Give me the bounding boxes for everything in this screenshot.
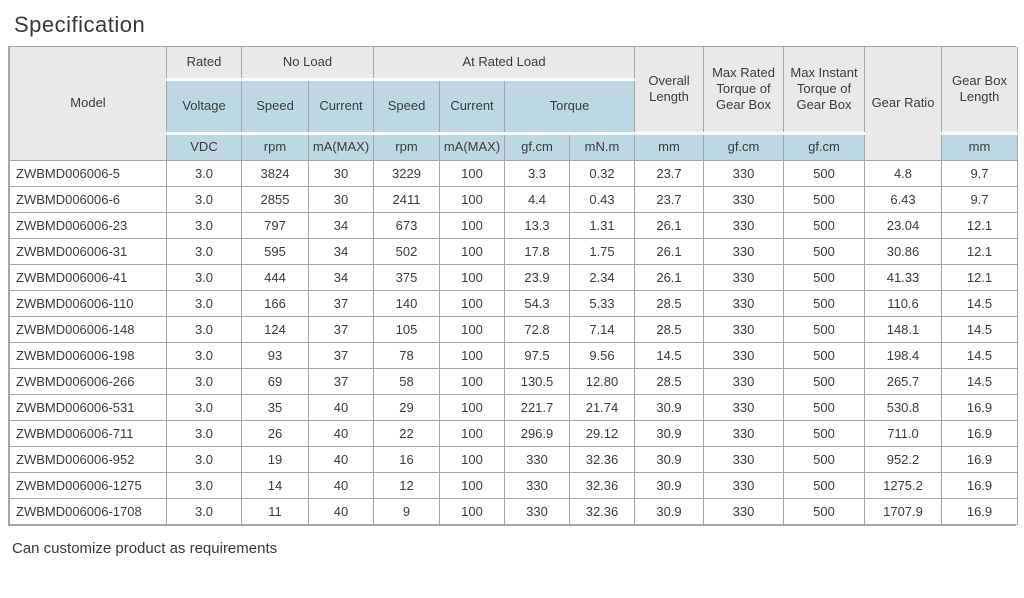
cell-value: 3.0 (167, 498, 242, 524)
cell-value: 12.1 (942, 264, 1018, 290)
cell-value: 3.0 (167, 212, 242, 238)
cell-model: ZWBMD006006-23 (10, 212, 167, 238)
unit-gfcm-max-rated: gf.cm (704, 133, 784, 160)
cell-value: 100 (440, 472, 505, 498)
table-row (10, 290, 1018, 316)
cell-value: 16 (374, 446, 440, 472)
unit-ma-noload: mA(MAX) (309, 133, 374, 160)
cell-value: 97.5 (505, 342, 570, 368)
cell-value: 40 (309, 394, 374, 420)
col-header-model: Model (10, 47, 167, 160)
cell-value: 23.9 (505, 264, 570, 290)
cell-value: 58 (374, 368, 440, 394)
cell-value: 330 (704, 446, 784, 472)
cell-value: 100 (440, 368, 505, 394)
cell-value: 502 (374, 238, 440, 264)
cell-value: 9 (374, 498, 440, 524)
cell-value: 14.5 (635, 342, 704, 368)
cell-value: 330 (704, 420, 784, 446)
cell-value: 30.9 (635, 498, 704, 524)
cell-value: 23.7 (635, 186, 704, 212)
footer-note: Can customize product as requirements (12, 539, 278, 557)
cell-value: 16.9 (942, 446, 1018, 472)
cell-value: 500 (784, 498, 865, 524)
cell-value: 9.7 (942, 186, 1018, 212)
cell-value: 13.3 (505, 212, 570, 238)
cell-value: 500 (784, 316, 865, 342)
cell-value: 4.8 (865, 160, 942, 186)
cell-value: 296.9 (505, 420, 570, 446)
cell-value: 265.7 (865, 368, 942, 394)
cell-value: 30.9 (635, 446, 704, 472)
cell-value: 100 (440, 316, 505, 342)
cell-model: ZWBMD006006-711 (10, 420, 167, 446)
cell-value: 2411 (374, 186, 440, 212)
cell-model: ZWBMD006006-110 (10, 290, 167, 316)
cell-value: 330 (704, 316, 784, 342)
col-header-overall-length: Overall Length (635, 47, 704, 133)
table-row (10, 160, 1018, 186)
cell-value: 4.4 (505, 186, 570, 212)
cell-value: 30.9 (635, 394, 704, 420)
cell-value: 32.36 (570, 472, 635, 498)
cell-value: 500 (784, 394, 865, 420)
cell-value: 0.32 (570, 160, 635, 186)
cell-value: 3229 (374, 160, 440, 186)
table-row (10, 342, 1018, 368)
unit-mm-overall: mm (635, 133, 704, 160)
cell-value: 100 (440, 290, 505, 316)
table-row (10, 446, 1018, 472)
cell-value: 40 (309, 498, 374, 524)
col-header-torque: Torque (505, 79, 635, 133)
cell-value: 500 (784, 160, 865, 186)
table-row (10, 394, 1018, 420)
cell-value: 26.1 (635, 238, 704, 264)
cell-value: 500 (784, 264, 865, 290)
cell-value: 1275.2 (865, 472, 942, 498)
cell-value: 500 (784, 290, 865, 316)
cell-value: 3.0 (167, 238, 242, 264)
unit-gfcm-max-instant: gf.cm (784, 133, 865, 160)
cell-value: 69 (242, 368, 309, 394)
cell-value: 40 (309, 420, 374, 446)
col-header-gear-box-length: Gear Box Length (942, 47, 1018, 133)
cell-value: 3.0 (167, 264, 242, 290)
cell-value: 100 (440, 264, 505, 290)
specification-table (9, 47, 1018, 525)
cell-value: 6.43 (865, 186, 942, 212)
cell-value: 28.5 (635, 316, 704, 342)
cell-value: 3.0 (167, 420, 242, 446)
cell-value: 330 (704, 186, 784, 212)
cell-value: 37 (309, 368, 374, 394)
cell-model: ZWBMD006006-31 (10, 238, 167, 264)
cell-value: 3.0 (167, 368, 242, 394)
cell-value: 26.1 (635, 212, 704, 238)
unit-mm-gearbox: mm (942, 133, 1018, 160)
cell-value: 3.0 (167, 472, 242, 498)
cell-model: ZWBMD006006-266 (10, 368, 167, 394)
cell-model: ZWBMD006006-148 (10, 316, 167, 342)
cell-value: 5.33 (570, 290, 635, 316)
cell-value: 0.43 (570, 186, 635, 212)
cell-value: 2855 (242, 186, 309, 212)
cell-value: 375 (374, 264, 440, 290)
cell-value: 330 (505, 498, 570, 524)
cell-value: 330 (704, 160, 784, 186)
cell-value: 23.04 (865, 212, 942, 238)
cell-value: 500 (784, 368, 865, 394)
cell-value: 40 (309, 446, 374, 472)
unit-vdc: VDC (167, 133, 242, 160)
cell-value: 28.5 (635, 368, 704, 394)
cell-value: 500 (784, 420, 865, 446)
table-row (10, 212, 1018, 238)
cell-value: 9.7 (942, 160, 1018, 186)
cell-value: 34 (309, 212, 374, 238)
table-row (10, 498, 1018, 524)
cell-value: 14.5 (942, 368, 1018, 394)
cell-value: 530.8 (865, 394, 942, 420)
cell-value: 330 (505, 472, 570, 498)
cell-value: 26 (242, 420, 309, 446)
cell-value: 30.86 (865, 238, 942, 264)
cell-value: 110.6 (865, 290, 942, 316)
cell-value: 30.9 (635, 472, 704, 498)
cell-value: 3.0 (167, 394, 242, 420)
cell-value: 32.36 (570, 446, 635, 472)
table-row (10, 420, 1018, 446)
cell-model: ZWBMD006006-1708 (10, 498, 167, 524)
cell-value: 3.0 (167, 290, 242, 316)
table-row (10, 472, 1018, 498)
cell-value: 29 (374, 394, 440, 420)
cell-value: 37 (309, 342, 374, 368)
cell-value: 11 (242, 498, 309, 524)
cell-value: 30 (309, 186, 374, 212)
cell-value: 12 (374, 472, 440, 498)
col-group-rated: Rated (167, 47, 242, 79)
cell-value: 22 (374, 420, 440, 446)
cell-value: 12.80 (570, 368, 635, 394)
cell-value: 30 (309, 160, 374, 186)
cell-value: 14.5 (942, 342, 1018, 368)
cell-value: 500 (784, 212, 865, 238)
table-row (10, 238, 1018, 264)
cell-value: 100 (440, 498, 505, 524)
cell-value: 32.36 (570, 498, 635, 524)
cell-value: 595 (242, 238, 309, 264)
cell-value: 78 (374, 342, 440, 368)
cell-value: 1.75 (570, 238, 635, 264)
page-title: Specification (14, 12, 146, 37)
cell-value: 16.9 (942, 420, 1018, 446)
cell-value: 2.34 (570, 264, 635, 290)
col-group-at-rated-load: At Rated Load (374, 47, 635, 79)
spec-table-body (10, 160, 1018, 524)
col-header-rated-speed: Speed (374, 79, 440, 133)
cell-value: 100 (440, 186, 505, 212)
cell-value: 100 (440, 160, 505, 186)
col-header-voltage: Voltage (167, 79, 242, 133)
cell-value: 124 (242, 316, 309, 342)
cell-value: 3.0 (167, 446, 242, 472)
cell-value: 330 (704, 238, 784, 264)
cell-value: 37 (309, 290, 374, 316)
table-row (10, 368, 1018, 394)
cell-value: 14.5 (942, 290, 1018, 316)
col-header-noload-current: Current (309, 79, 374, 133)
unit-ma-rated: mA(MAX) (440, 133, 505, 160)
cell-value: 14.5 (942, 316, 1018, 342)
table-row (10, 316, 1018, 342)
cell-value: 130.5 (505, 368, 570, 394)
unit-gfcm-torque: gf.cm (505, 133, 570, 160)
cell-model: ZWBMD006006-952 (10, 446, 167, 472)
cell-value: 330 (704, 368, 784, 394)
cell-model: ZWBMD006006-41 (10, 264, 167, 290)
cell-value: 28.5 (635, 290, 704, 316)
cell-value: 30.9 (635, 420, 704, 446)
cell-value: 3.0 (167, 186, 242, 212)
cell-value: 444 (242, 264, 309, 290)
cell-value: 166 (242, 290, 309, 316)
col-header-gear-ratio: Gear Ratio (865, 47, 942, 160)
cell-value: 19 (242, 446, 309, 472)
cell-value: 16.9 (942, 394, 1018, 420)
header-row-groups (10, 47, 1018, 79)
cell-value: 673 (374, 212, 440, 238)
cell-value: 3824 (242, 160, 309, 186)
cell-value: 500 (784, 342, 865, 368)
cell-value: 100 (440, 212, 505, 238)
cell-value: 34 (309, 264, 374, 290)
cell-value: 330 (505, 446, 570, 472)
cell-value: 221.7 (505, 394, 570, 420)
cell-value: 100 (440, 394, 505, 420)
cell-value: 3.0 (167, 342, 242, 368)
cell-model: ZWBMD006006-531 (10, 394, 167, 420)
cell-value: 100 (440, 238, 505, 264)
cell-value: 330 (704, 472, 784, 498)
cell-value: 330 (704, 498, 784, 524)
cell-value: 93 (242, 342, 309, 368)
unit-rpm-noload: rpm (242, 133, 309, 160)
cell-value: 797 (242, 212, 309, 238)
cell-value: 952.2 (865, 446, 942, 472)
cell-value: 16.9 (942, 498, 1018, 524)
cell-value: 23.7 (635, 160, 704, 186)
cell-value: 500 (784, 238, 865, 264)
cell-value: 35 (242, 394, 309, 420)
cell-value: 1.31 (570, 212, 635, 238)
cell-value: 54.3 (505, 290, 570, 316)
cell-value: 9.56 (570, 342, 635, 368)
cell-value: 7.14 (570, 316, 635, 342)
cell-value: 40 (309, 472, 374, 498)
col-header-max-instant-torque: Max Instant Torque of Gear Box (784, 47, 865, 133)
cell-model: ZWBMD006006-6 (10, 186, 167, 212)
cell-value: 14 (242, 472, 309, 498)
cell-value: 100 (440, 342, 505, 368)
cell-value: 41.33 (865, 264, 942, 290)
cell-value: 198.4 (865, 342, 942, 368)
cell-value: 3.3 (505, 160, 570, 186)
cell-value: 17.8 (505, 238, 570, 264)
cell-value: 26.1 (635, 264, 704, 290)
cell-value: 500 (784, 472, 865, 498)
cell-value: 105 (374, 316, 440, 342)
cell-value: 330 (704, 212, 784, 238)
cell-value: 1707.9 (865, 498, 942, 524)
col-group-no-load: No Load (242, 47, 374, 79)
cell-value: 330 (704, 264, 784, 290)
cell-value: 16.9 (942, 472, 1018, 498)
cell-value: 500 (784, 446, 865, 472)
cell-value: 330 (704, 290, 784, 316)
cell-value: 34 (309, 238, 374, 264)
cell-value: 330 (704, 342, 784, 368)
cell-value: 21.74 (570, 394, 635, 420)
cell-value: 711.0 (865, 420, 942, 446)
cell-value: 72.8 (505, 316, 570, 342)
cell-value: 3.0 (167, 160, 242, 186)
cell-value: 12.1 (942, 238, 1018, 264)
cell-model: ZWBMD006006-1275 (10, 472, 167, 498)
cell-value: 140 (374, 290, 440, 316)
unit-mnm-torque: mN.m (570, 133, 635, 160)
cell-value: 330 (704, 394, 784, 420)
cell-value: 500 (784, 186, 865, 212)
cell-model: ZWBMD006006-198 (10, 342, 167, 368)
table-row (10, 186, 1018, 212)
cell-value: 12.1 (942, 212, 1018, 238)
unit-rpm-rated: rpm (374, 133, 440, 160)
specification-table-container (8, 46, 1016, 526)
col-header-noload-speed: Speed (242, 79, 309, 133)
cell-value: 100 (440, 446, 505, 472)
cell-value: 29.12 (570, 420, 635, 446)
col-header-rated-current: Current (440, 79, 505, 133)
cell-value: 3.0 (167, 316, 242, 342)
cell-value: 100 (440, 420, 505, 446)
cell-value: 148.1 (865, 316, 942, 342)
cell-model: ZWBMD006006-5 (10, 160, 167, 186)
table-row (10, 264, 1018, 290)
cell-value: 37 (309, 316, 374, 342)
col-header-max-rated-torque: Max Rated Torque of Gear Box (704, 47, 784, 133)
